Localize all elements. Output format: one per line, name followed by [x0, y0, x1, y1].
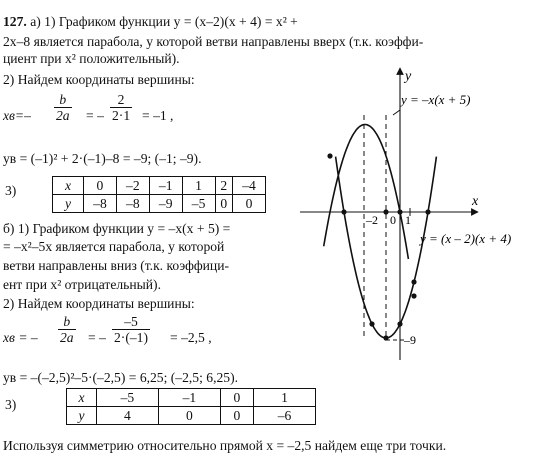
graph-point — [425, 209, 430, 214]
table-cell: 1 — [182, 177, 215, 195]
tick-label-1: 1 — [405, 213, 411, 227]
table-cell: 0 — [220, 407, 253, 425]
table-cell: –1 — [149, 177, 182, 195]
table-cell: 0 — [220, 389, 253, 407]
frac-denominator: 2·(–1) — [114, 330, 148, 345]
frac-numerator: –5 — [112, 314, 150, 330]
table-cell: 4 — [96, 407, 158, 425]
part-a-line1: а) 1) Графиком функции y = (x–2)(x + 4) = x² + — [30, 14, 298, 29]
points-a — [341, 209, 430, 340]
part-b-xv-lhs: xв = – — [3, 330, 38, 345]
part-a-yv: yв = (–1)² + 2·(–1)–8 = –9; (–1; –9). — [3, 151, 202, 166]
part-b-line2: = –x²–5x является парабола, у которой — [3, 239, 225, 254]
conclusion-text: Используя симметрию относительно прямой x = –2,5 найдем еще три точки. — [3, 438, 447, 453]
part-a-xv-lhs: xв=– — [3, 108, 31, 123]
graph-point — [411, 279, 416, 284]
part-b-eq-minus: = – — [88, 330, 106, 345]
table-cell: 1 — [254, 389, 316, 407]
part-a-line3: циент при x² положительный). — [3, 51, 180, 66]
table-cell: 0 — [158, 407, 220, 425]
axis-label-x: x — [472, 194, 479, 209]
graph-point — [397, 209, 402, 214]
part-b-step2: 2) Найдем координаты вершины: — [3, 296, 195, 311]
label-leader-b — [393, 110, 400, 115]
table-cell: 2 — [215, 177, 233, 195]
curve-label-a: y = (x – 2)(x + 4) — [420, 231, 512, 246]
graph-point — [369, 321, 374, 326]
table-cell: –6 — [254, 407, 316, 425]
tick-label-neg9: –9 — [404, 333, 416, 347]
table-cell: 0 — [84, 177, 117, 195]
curve-label-b: y = –x(x + 5) — [401, 92, 471, 107]
part-a-eq-minus: = – — [86, 108, 104, 123]
part-b-line3: ветви направлены вниз (т.к. коэффици- — [3, 258, 230, 273]
graph-point — [341, 209, 346, 214]
table-cell: y — [67, 407, 97, 425]
table-cell: –5 — [182, 195, 215, 213]
graph-point — [383, 209, 388, 214]
part-b-xv-result: = –2,5 , — [170, 330, 212, 345]
table-cell: –2 — [116, 177, 149, 195]
problem-number: 127. — [3, 14, 27, 29]
graph-point — [327, 153, 332, 158]
part-a-line2: 2x–8 является парабола, у которой ветви направлены вверх (т.к. коэффи- — [3, 34, 424, 49]
frac-denominator: 2·1 — [112, 108, 131, 123]
table-cell: –9 — [149, 195, 182, 213]
table-cell: –8 — [116, 195, 149, 213]
graph-point — [411, 293, 416, 298]
curve-parabola-b — [324, 125, 409, 260]
part-a-table-label: 3) — [5, 183, 17, 198]
frac-numerator: b — [54, 92, 72, 108]
part-b-line1: б) 1) Графиком функции y = –x(x + 5) = — [3, 221, 231, 236]
graph-point — [397, 321, 402, 326]
frac-numerator: b — [58, 314, 76, 330]
frac-denominator: 2a — [56, 108, 70, 123]
part-b-table-label: 3) — [5, 397, 17, 412]
part-b-yv: yв = –(–2,5)²–5·(–2,5) = 6,25; (–2,5; 6,25). — [3, 370, 238, 385]
table-cell: 0 — [233, 195, 266, 213]
table-cell: –4 — [233, 177, 266, 195]
frac-denominator: 2a — [60, 330, 74, 345]
table-cell: –5 — [96, 389, 158, 407]
part-b-line4: ент при x² отрицательный). — [3, 277, 161, 292]
tick-label-0: 0 — [390, 213, 396, 227]
part-a-xv-result: = –1 , — [142, 108, 174, 123]
frac-numerator: 2 — [110, 92, 132, 108]
table-cell: x — [53, 177, 84, 195]
table-cell: x — [67, 389, 97, 407]
table-cell: 0 — [215, 195, 233, 213]
table-cell: –1 — [158, 389, 220, 407]
curve-parabola-a — [336, 157, 437, 338]
table-cell: –8 — [84, 195, 117, 213]
part-a-step2: 2) Найдем координаты вершины: — [3, 72, 195, 87]
axis-label-y: y — [405, 69, 412, 84]
table-cell: y — [53, 195, 84, 213]
tick-label-neg2: –2 — [366, 213, 378, 227]
graph-point — [383, 335, 388, 340]
